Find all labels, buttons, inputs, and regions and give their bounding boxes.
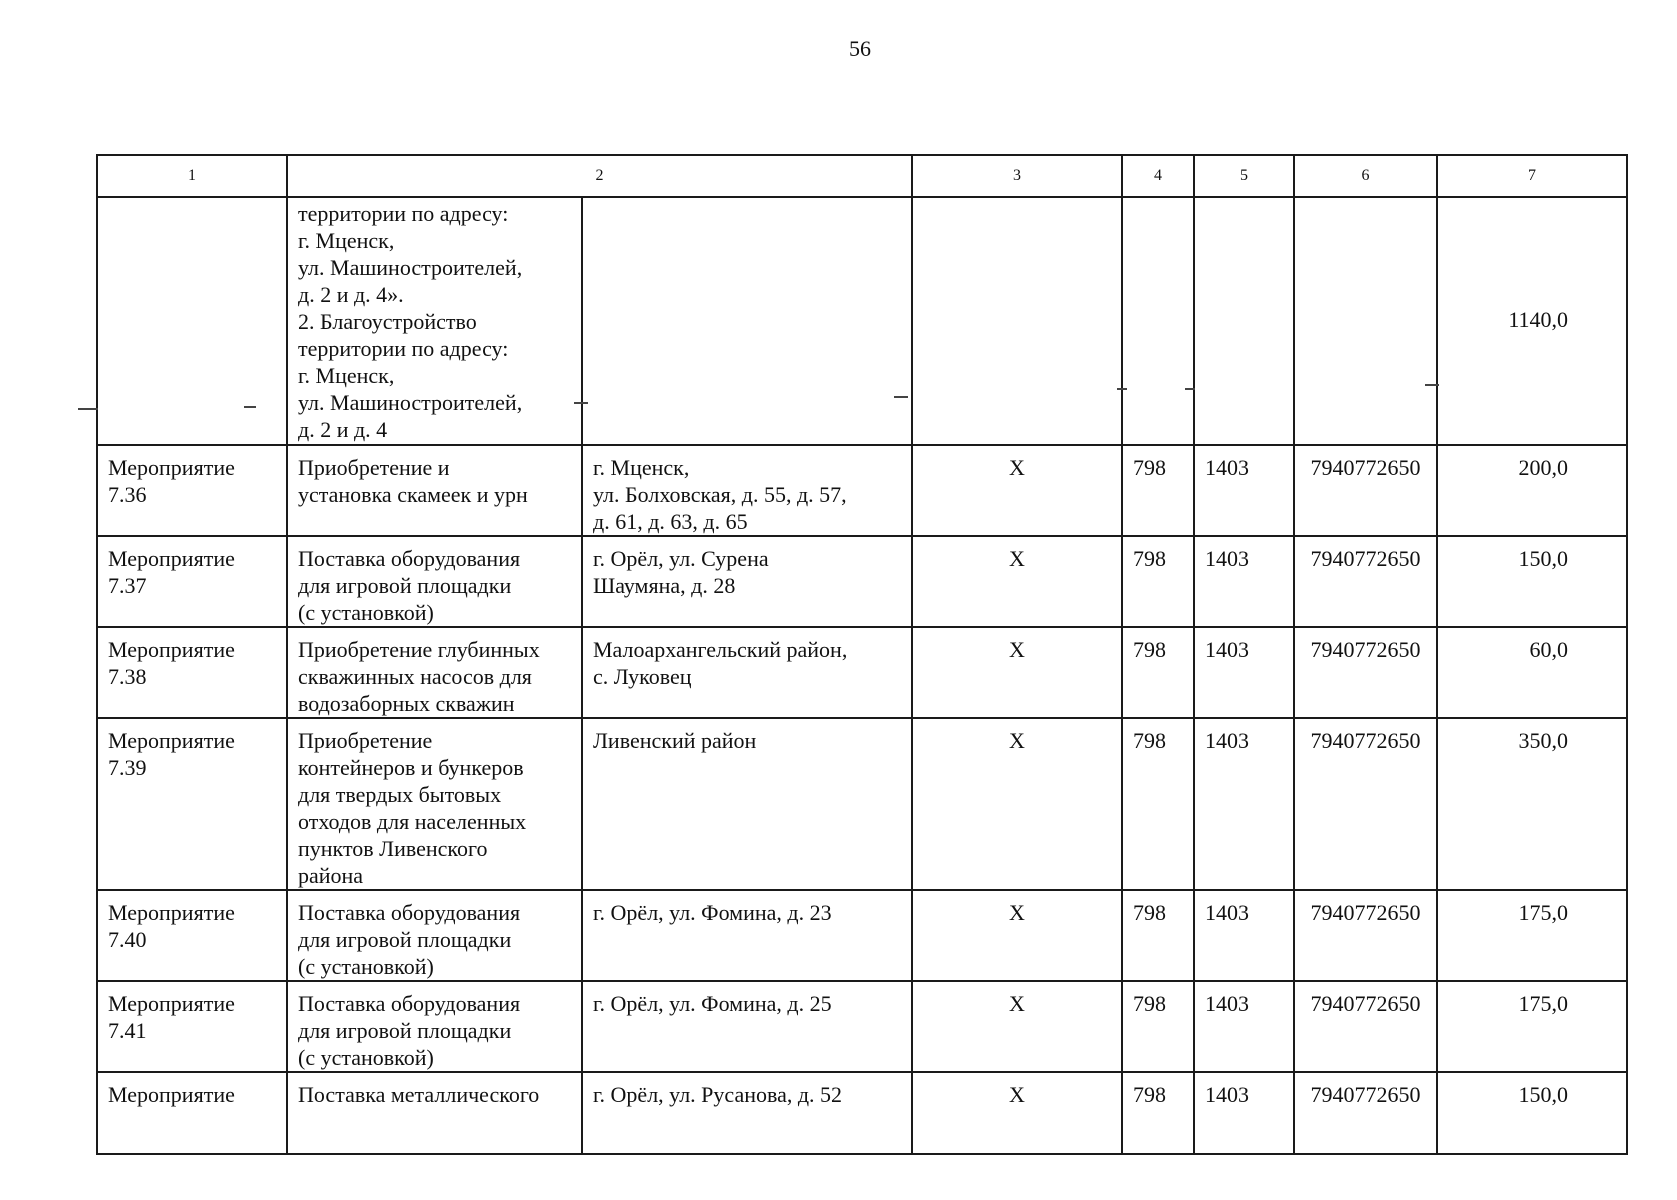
- continuation-grbs-cell: [1122, 197, 1194, 445]
- amount-cell: 175,0: [1437, 890, 1627, 981]
- event-cell: [97, 627, 287, 718]
- mark-cell: Х: [912, 1072, 1122, 1154]
- header-col-5: 5: [1194, 155, 1294, 197]
- address-cell: [582, 627, 912, 718]
- event-cell: [97, 890, 287, 981]
- amount-cell: 350,0: [1437, 718, 1627, 890]
- header-col-2: 2: [287, 155, 912, 197]
- table-row: [97, 981, 1627, 1072]
- table-row: [97, 445, 1627, 536]
- grbs-cell: 798: [1122, 1072, 1194, 1154]
- name-cell-line: Поставка оборудования: [298, 546, 521, 571]
- csr-cell: 7940772650: [1294, 890, 1437, 981]
- table-header-row: [97, 155, 1627, 197]
- address-cell-line: д. 61, д. 63, д. 65: [593, 509, 748, 534]
- event-cell: [97, 718, 287, 890]
- address-cell-line: Малоархангельский район,: [593, 637, 848, 662]
- event-cell: [97, 536, 287, 627]
- address-cell-line: г. Орёл, ул. Русанова, д. 52: [593, 1082, 843, 1107]
- csr-cell: 7940772650: [1294, 445, 1437, 536]
- event-cell-line: Мероприятие: [108, 455, 235, 480]
- name-cell-line: для игровой площадки: [298, 573, 512, 598]
- name-cell: [287, 1072, 582, 1154]
- continuation-line: г. Мценск,: [298, 363, 395, 388]
- amount-cell: 60,0: [1437, 627, 1627, 718]
- continuation-address-cell: [582, 197, 912, 445]
- event-cell-line: 7.39: [108, 755, 147, 780]
- name-cell-line: отходов для населенных: [298, 809, 527, 834]
- event-cell-line: Мероприятие: [108, 991, 235, 1016]
- continuation-name-cell: [287, 197, 582, 445]
- address-cell-line: Ливенский район: [593, 728, 757, 753]
- address-cell-line: г. Мценск,: [593, 455, 690, 480]
- page-number: 56: [849, 36, 871, 61]
- name-cell-line: (с установкой): [298, 954, 434, 979]
- address-cell: [582, 445, 912, 536]
- budget-table: [96, 154, 1628, 1155]
- rzpr-cell: 1403: [1194, 718, 1294, 890]
- header-col-6: 6: [1294, 155, 1437, 197]
- name-cell-line: для игровой площадки: [298, 1018, 512, 1043]
- address-cell-line: г. Орёл, ул. Фомина, д. 23: [593, 900, 832, 925]
- continuation-line: д. 2 и д. 4».: [298, 282, 404, 307]
- grbs-cell: 798: [1122, 445, 1194, 536]
- grbs-cell: 798: [1122, 536, 1194, 627]
- continuation-line: 2. Благоустройство: [298, 309, 477, 334]
- name-cell-line: водозаборных скважин: [298, 691, 515, 716]
- address-cell-line: ул. Болховская, д. 55, д. 57,: [593, 482, 847, 507]
- rzpr-cell: 1403: [1194, 627, 1294, 718]
- continuation-mark-cell: [912, 197, 1122, 445]
- table-row: [97, 536, 1627, 627]
- csr-cell: 7940772650: [1294, 718, 1437, 890]
- csr-cell: 7940772650: [1294, 536, 1437, 627]
- event-cell: [97, 445, 287, 536]
- rzpr-cell: 1403: [1194, 445, 1294, 536]
- event-cell: [97, 981, 287, 1072]
- address-cell: [582, 718, 912, 890]
- continuation-event-cell: [97, 197, 287, 445]
- table-row: [97, 627, 1627, 718]
- mark-cell: Х: [912, 981, 1122, 1072]
- name-cell: [287, 445, 582, 536]
- header-col-7: 7: [1437, 155, 1627, 197]
- table-row: [97, 718, 1627, 890]
- mark-cell: Х: [912, 718, 1122, 890]
- name-cell: [287, 536, 582, 627]
- continuation-rzpr-cell: [1194, 197, 1294, 445]
- grbs-cell: 798: [1122, 718, 1194, 890]
- event-cell-line: 7.36: [108, 482, 147, 507]
- name-cell: [287, 627, 582, 718]
- header-col-3: 3: [912, 155, 1122, 197]
- name-cell-line: пунктов Ливенского: [298, 836, 488, 861]
- amount-cell: 175,0: [1437, 981, 1627, 1072]
- amount-cell: 200,0: [1437, 445, 1627, 536]
- name-cell-line: контейнеров и бункеров: [298, 755, 524, 780]
- event-cell-line: 7.38: [108, 664, 147, 689]
- amount-cell: 150,0: [1437, 536, 1627, 627]
- address-cell-line: г. Орёл, ул. Фомина, д. 25: [593, 991, 832, 1016]
- name-cell-line: для игровой площадки: [298, 927, 512, 952]
- event-cell-line: Мероприятие: [108, 900, 235, 925]
- name-cell-line: района: [298, 863, 364, 888]
- name-cell-line: скважинных насосов для: [298, 664, 532, 689]
- name-cell-line: Поставка металлического: [298, 1082, 540, 1107]
- address-cell-line: г. Орёл, ул. Сурена: [593, 546, 769, 571]
- header-col-1: 1: [97, 155, 287, 197]
- address-cell: [582, 981, 912, 1072]
- continuation-csr-cell: [1294, 197, 1437, 445]
- continuation-line: г. Мценск,: [298, 228, 395, 253]
- name-cell-line: (с установкой): [298, 600, 434, 625]
- address-cell-line: с. Луковец: [593, 664, 692, 689]
- event-cell-line: Мероприятие: [108, 546, 235, 571]
- table-row: [97, 1072, 1627, 1154]
- event-cell: [97, 1072, 287, 1154]
- name-cell-line: установка скамеек и урн: [298, 482, 528, 507]
- event-cell-line: 7.37: [108, 573, 147, 598]
- name-cell-line: Поставка оборудования: [298, 991, 521, 1016]
- continuation-row: [97, 197, 1627, 445]
- continuation-amount-cell: 1140,0: [1437, 197, 1627, 445]
- rzpr-cell: 1403: [1194, 536, 1294, 627]
- mark-cell: Х: [912, 445, 1122, 536]
- address-cell: [582, 536, 912, 627]
- name-cell-line: Приобретение: [298, 728, 433, 753]
- name-cell-line: для твердых бытовых: [298, 782, 502, 807]
- continuation-line: территории по адресу:: [298, 336, 509, 361]
- name-cell-line: (с установкой): [298, 1045, 434, 1070]
- mark-cell: Х: [912, 536, 1122, 627]
- continuation-line: д. 2 и д. 4: [298, 417, 388, 442]
- event-cell-line: 7.40: [108, 927, 147, 952]
- mark-cell: Х: [912, 627, 1122, 718]
- table-row: [97, 890, 1627, 981]
- address-cell: [582, 890, 912, 981]
- csr-cell: 7940772650: [1294, 1072, 1437, 1154]
- csr-cell: 7940772650: [1294, 627, 1437, 718]
- name-cell: [287, 981, 582, 1072]
- amount-cell: 150,0: [1437, 1072, 1627, 1154]
- name-cell-line: Приобретение и: [298, 455, 450, 480]
- header-col-4: 4: [1122, 155, 1194, 197]
- rzpr-cell: 1403: [1194, 981, 1294, 1072]
- name-cell: [287, 718, 582, 890]
- grbs-cell: 798: [1122, 981, 1194, 1072]
- grbs-cell: 798: [1122, 890, 1194, 981]
- rzpr-cell: 1403: [1194, 1072, 1294, 1154]
- continuation-line: территории по адресу:: [298, 201, 509, 226]
- name-cell-line: Приобретение глубинных: [298, 637, 540, 662]
- continuation-line: ул. Машиностроителей,: [298, 390, 523, 415]
- grbs-cell: 798: [1122, 627, 1194, 718]
- event-cell-line: 7.41: [108, 1018, 147, 1043]
- address-cell: [582, 1072, 912, 1154]
- mark-cell: Х: [912, 890, 1122, 981]
- csr-cell: 7940772650: [1294, 981, 1437, 1072]
- name-cell: [287, 890, 582, 981]
- name-cell-line: Поставка оборудования: [298, 900, 521, 925]
- rzpr-cell: 1403: [1194, 890, 1294, 981]
- event-cell-line: Мероприятие: [108, 1082, 235, 1107]
- address-cell-line: Шаумяна, д. 28: [593, 573, 736, 598]
- event-cell-line: Мероприятие: [108, 637, 235, 662]
- continuation-line: ул. Машиностроителей,: [298, 255, 523, 280]
- event-cell-line: Мероприятие: [108, 728, 235, 753]
